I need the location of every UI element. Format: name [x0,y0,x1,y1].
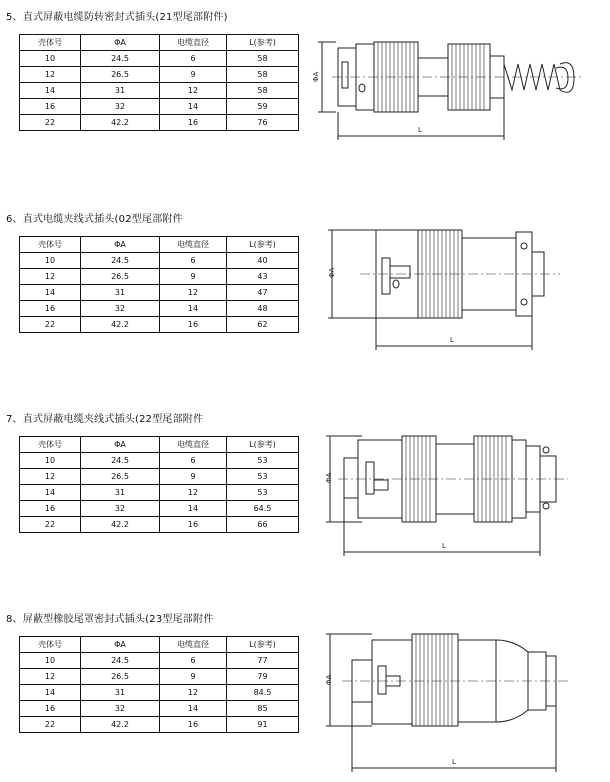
table-header-row [20,237,299,253]
cell: 16 [160,317,227,333]
cell: 12 [160,485,227,501]
length-label: L [450,336,454,344]
cell: 85 [227,701,299,717]
cell: 42.2 [81,717,160,733]
cell: 31 [81,685,160,701]
header-length: L(参考) [227,637,299,653]
cell: 24.5 [81,653,160,669]
table-row [20,115,299,131]
cell: 43 [227,269,299,285]
header-length: L(参考) [227,237,299,253]
table-row [20,269,299,285]
connector-drawing-21 [312,28,602,148]
cell: 16 [20,99,81,115]
cell: 12 [160,685,227,701]
header-length: L(参考) [227,35,299,51]
connector-drawing-22 [318,426,588,566]
cell: 53 [227,469,299,485]
cell: 77 [227,653,299,669]
cell: 22 [20,517,81,533]
header-shell-size: 壳体号 [20,237,81,253]
section-6 [0,200,610,400]
cell: 47 [227,285,299,301]
spec-table [19,236,299,333]
cell: 12 [160,83,227,99]
section-title: 7、直式屏蔽电缆夹线式插头(22型尾部附件 [6,414,204,425]
cell: 16 [20,701,81,717]
cell: 14 [20,285,81,301]
cell: 24.5 [81,453,160,469]
header-phi-a: ΦA [81,35,160,51]
cell: 9 [160,269,227,285]
header-cable-diameter: 电缆直径 [160,637,227,653]
table-row [20,99,299,115]
header-shell-size: 壳体号 [20,437,81,453]
cell: 12 [20,669,81,685]
table-row [20,685,299,701]
cell: 32 [81,501,160,517]
cell: 6 [160,51,227,67]
spec-table [19,436,299,533]
cell: 24.5 [81,253,160,269]
cell: 84.5 [227,685,299,701]
section-title: 5、直式屏蔽电缆防转密封式插头(21型尾部附件) [6,12,228,23]
header-phi-a: ΦA [81,637,160,653]
section-5 [0,0,610,200]
cell: 12 [20,269,81,285]
cell: 14 [20,485,81,501]
cell: 76 [227,115,299,131]
header-cable-diameter: 电缆直径 [160,437,227,453]
header-cable-diameter: 电缆直径 [160,35,227,51]
cell: 58 [227,51,299,67]
cell: 16 [20,301,81,317]
section-title: 6、直式电缆夹线式插头(02型尾部附件 [6,214,183,225]
table-row [20,517,299,533]
table-row [20,501,299,517]
spec-table [19,34,299,131]
table-row [20,67,299,83]
cell: 40 [227,253,299,269]
cell: 79 [227,669,299,685]
cell: 9 [160,669,227,685]
cell: 64.5 [227,501,299,517]
cell: 10 [20,253,81,269]
cell: 53 [227,485,299,501]
cell: 12 [20,469,81,485]
table-row [20,717,299,733]
cell: 22 [20,717,81,733]
cell: 9 [160,67,227,83]
cell: 6 [160,253,227,269]
cell: 32 [81,701,160,717]
table-row [20,301,299,317]
phi-a-label: ΦA [312,71,320,82]
table-row [20,317,299,333]
cell: 24.5 [81,51,160,67]
cell: 16 [160,115,227,131]
cell: 31 [81,285,160,301]
phi-a-label: ΦA [325,472,333,483]
cell: 14 [160,301,227,317]
section-8 [0,600,610,767]
cell: 16 [20,501,81,517]
cell: 26.5 [81,67,160,83]
cell: 31 [81,83,160,99]
table-header-row [20,437,299,453]
cell: 62 [227,317,299,333]
cell: 14 [20,83,81,99]
cell: 16 [160,517,227,533]
cell: 26.5 [81,469,160,485]
table-row [20,253,299,269]
cell: 59 [227,99,299,115]
table-row [20,485,299,501]
cell: 12 [160,285,227,301]
length-label: L [418,126,422,134]
cell: 32 [81,301,160,317]
table-row [20,453,299,469]
table-row [20,469,299,485]
cell: 10 [20,453,81,469]
cell: 10 [20,51,81,67]
cell: 6 [160,453,227,469]
spec-table [19,636,299,733]
cell: 31 [81,485,160,501]
table-row [20,285,299,301]
cell: 22 [20,317,81,333]
cell: 14 [160,99,227,115]
cell: 42.2 [81,317,160,333]
header-phi-a: ΦA [81,237,160,253]
phi-a-label: ΦA [328,267,336,278]
phi-a-label: ΦA [325,674,333,685]
connector-drawing-23 [318,622,588,782]
table-header-row [20,637,299,653]
cell: 26.5 [81,669,160,685]
length-label: L [442,542,446,550]
table-header-row [20,35,299,51]
cell: 14 [160,701,227,717]
cell: 12 [20,67,81,83]
header-shell-size: 壳体号 [20,35,81,51]
length-label: L [452,758,456,766]
cell: 9 [160,469,227,485]
cell: 10 [20,653,81,669]
table-row [20,701,299,717]
header-cable-diameter: 电缆直径 [160,237,227,253]
cell: 66 [227,517,299,533]
cell: 16 [160,717,227,733]
connector-drawing-02 [320,222,580,362]
cell: 42.2 [81,115,160,131]
table-row [20,51,299,67]
cell: 58 [227,83,299,99]
cell: 42.2 [81,517,160,533]
cell: 26.5 [81,269,160,285]
cell: 14 [20,685,81,701]
cell: 14 [160,501,227,517]
cell: 53 [227,453,299,469]
table-row [20,83,299,99]
section-7 [0,400,610,600]
cell: 6 [160,653,227,669]
cell: 48 [227,301,299,317]
cell: 58 [227,67,299,83]
header-phi-a: ΦA [81,437,160,453]
table-row [20,669,299,685]
cell: 91 [227,717,299,733]
header-shell-size: 壳体号 [20,637,81,653]
cell: 32 [81,99,160,115]
cell: 22 [20,115,81,131]
header-length: L(参考) [227,437,299,453]
section-title: 8、屏蔽型橡胶尾罩密封式插头(23型尾部附件 [6,614,214,625]
table-row [20,653,299,669]
